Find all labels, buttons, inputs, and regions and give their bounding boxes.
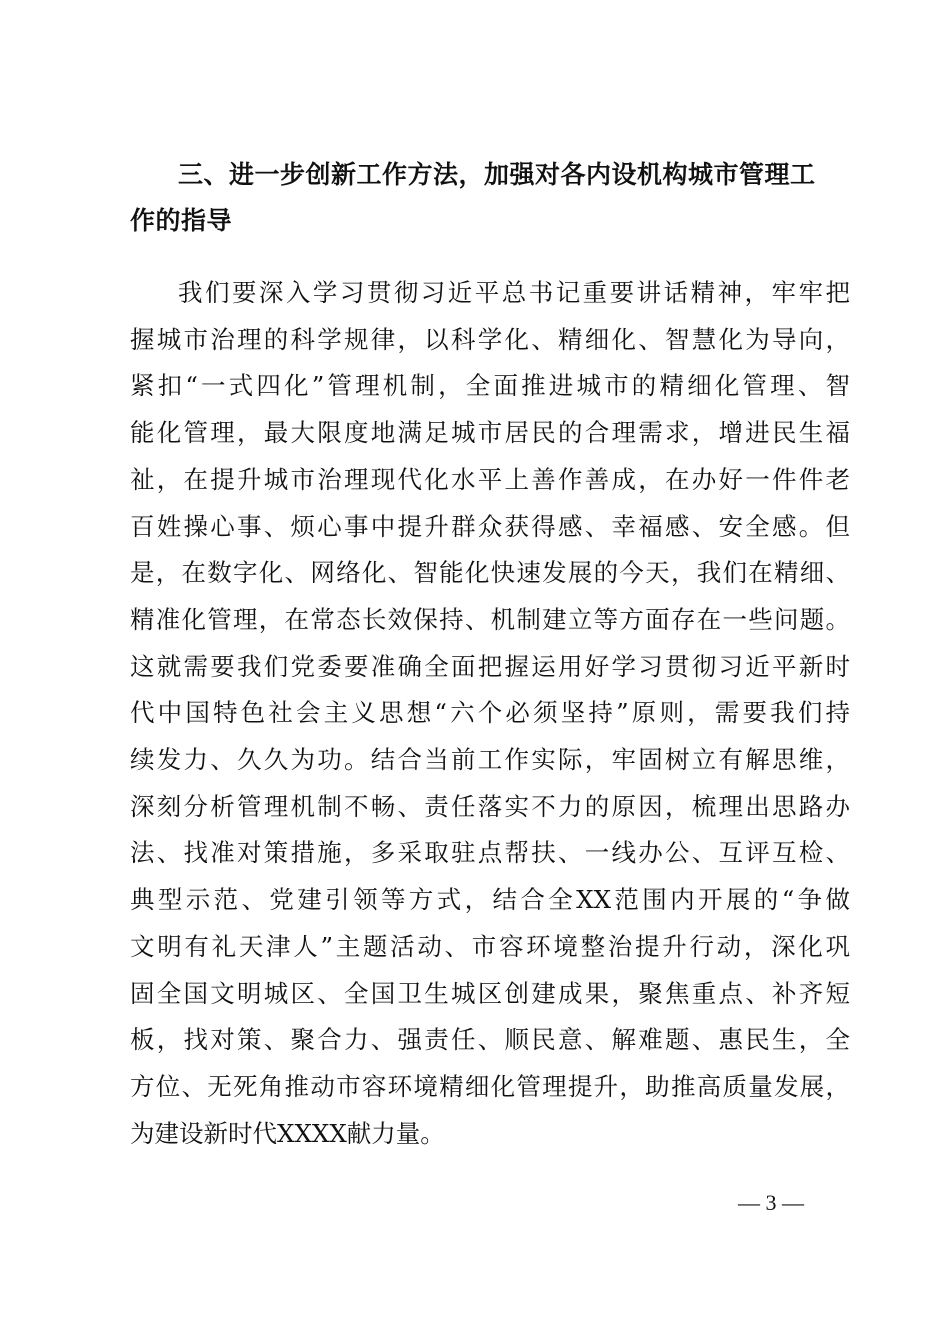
body-line: 法、找准对策措施，多采取驻点帮扶、一线办公、互评互检、 [130, 838, 850, 868]
body-line: 握城市治理的科学规律，以科学化、精细化、智慧化为导向， [130, 324, 850, 354]
body-line: 典型示范、党建引领等方式，结合全XX范围内开展的“争做 [130, 885, 850, 915]
page-number: — 3 — [738, 1190, 804, 1215]
body-line: 是，在数字化、网络化、智能化快速发展的今天，我们在精细、 [130, 558, 850, 588]
section-heading-line-2: 作的指导 [130, 206, 233, 235]
section-heading [130, 152, 830, 244]
section-heading-line-1: 三、进一步创新工作方法，加强对各内设机构城市管理工 [178, 160, 816, 189]
body-line: 紧扣“一式四化”管理机制，全面推进城市的精细化管理、智 [130, 371, 850, 401]
body-line: 板，找对策、聚合力、强责任、顺民意、解难题、惠民生，全 [130, 1025, 850, 1055]
body-line: 代中国特色社会主义思想“六个必须坚持”原则，需要我们持 [130, 698, 850, 728]
body-paragraph [130, 270, 850, 1157]
body-line: 能化管理，最大限度地满足城市居民的合理需求，增进民生福 [130, 418, 850, 448]
body-line: 祉，在提升城市治理现代化水平上善作善成，在办好一件件老 [130, 464, 850, 494]
body-line: 为建设新时代XXXX献力量。 [130, 1118, 445, 1148]
body-line: 方位、无死角推动市容环境精细化管理提升，助推高质量发展， [130, 1071, 850, 1101]
body-line: 百姓操心事、烦心事中提升群众获得感、幸福感、安全感。但 [130, 511, 850, 541]
body-line: 我们要深入学习贯彻习近平总书记重要讲话精神，牢牢把 [178, 278, 850, 307]
body-line: 固全国文明城区、全国卫生城区创建成果，聚焦重点、补齐短 [130, 978, 850, 1008]
body-line: 深刻分析管理机制不畅、责任落实不力的原因，梳理出思路办 [130, 791, 850, 821]
body-line: 续发力、久久为功。结合当前工作实际，牢固树立有解思维， [130, 745, 850, 775]
body-line: 精准化管理，在常态长效保持、机制建立等方面存在一些问题。 [130, 604, 850, 634]
body-line: 这就需要我们党委要准确全面把握运用好学习贯彻习近平新时 [130, 651, 850, 681]
body-line: 文明有礼天津人”主题活动、市容环境整治提升行动，深化巩 [130, 931, 850, 961]
